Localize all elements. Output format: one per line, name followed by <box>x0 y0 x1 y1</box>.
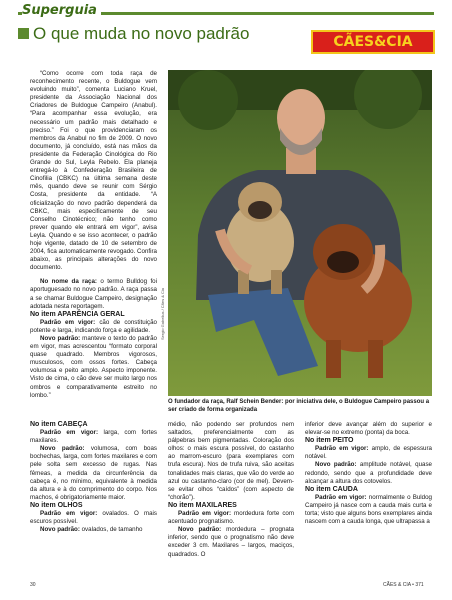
maxilares-vigor-text: mordedura forte com acentuado prognatismo. <box>168 510 295 526</box>
intro-paragraph: “Como ocorre com toda raça de reconhecimento recente, o Buldogue vem evoluindo muito”, comenta Luciano Kruel, presidente da Associação Nacional dos Criadores de Buldogue Campeiro (Anabul). “Para acompanhar essa evolução, era necessário um padrão mais detalhado e preciso.” Foi o que providenciaram os membros da Anabul no fim de 2009. O novo documento, já concluído, está nas mãos da presidente da Federação Cinológica do Rio Grande do Sul, Leyla Rebelo. Ela planeja entregá-lo à Confederação Brasileira de Cinofilia (CBKC) na última semana deste mês, quando deve se reunir com Sérgio Costa, presidente da entidade. “A oficialização do novo padrão dependerá da CBKC, mais especificamente de seu Conselho Cinotécnico; não tenho como prever quando ele entrará em vigor”, avisa Leyla. Quando e se isso acontecer, o padrão hoje vigente, datado de 10 de setembro de 2004, fica automaticamente revogado. Confira abaixo, as principais alterações do novo documento. <box>30 70 157 272</box>
maxilares-vigor-label: Padrão em vigor: <box>178 510 232 518</box>
peito-novo-label: Novo padrão: <box>315 461 357 469</box>
olhos-vigor-text: ovalados. O mais escuros possível. <box>30 510 158 526</box>
subhead-olhos: No item OLHOS <box>30 501 83 509</box>
cabeca-novo <box>30 445 157 502</box>
maxilares-vigor <box>168 510 294 526</box>
aparencia-novo-text: manteve o texto do padrão em vigor, mas acrescentou “formato corporal quase quadrado. Membros vigorosos, musculosos, com ossos fortes. Cabeça volumosa e peito amplo. Aspecto imponente. Visto de cima, o cão deve ser muito largo nos ombros e comparativamente estreito no lombo.” <box>30 335 157 399</box>
cabeca-vigor-text: larga, com fortes maxilares. <box>30 429 157 445</box>
breed-name-text: o termo Bulldog foi aportuguesado no novo padrão. A raça passa a se chamar Buldogue Campeiro, designação adotada nesta reportagem. <box>30 278 158 310</box>
aparencia-novo-label: Novo padrão: <box>40 335 81 342</box>
subhead-aparencia: No item APARÊNCIA GERAL <box>30 310 125 318</box>
aparencia-vigor-text: cão de constituição potente e larga, indicando força e agilidade. <box>30 318 157 334</box>
olhos-novo-label: Novo padrão: <box>40 526 80 534</box>
cabeca-vigor-label: Padrão em vigor: <box>40 429 99 437</box>
cabeca-vigor <box>30 429 157 445</box>
magazine-logo <box>311 30 435 54</box>
cabeca-novo-label: Novo padrão: <box>40 445 85 453</box>
peito-vigor <box>305 445 432 461</box>
section-title: Superguia <box>22 3 101 18</box>
olhos-vigor <box>30 510 157 526</box>
column-3 <box>305 421 432 526</box>
maxilares-continuation: inferior deve avançar além do superior e elevar-se no extremo (ponta) da boca. <box>305 421 432 437</box>
aparencia-novo <box>30 335 157 400</box>
maxilares-novo-text: mordedura – prognata inferior, sendo que o prognatismo não deve exceder 3 cm. Maxilares – largos, maciços, quadrados. O <box>168 526 294 558</box>
column-2 <box>168 421 294 559</box>
cauda-vigor-text: normalmente o Buldog Campeiro já nasce com a cauda mais curta e torta; visto que alguns bons exemplares ainda nascem com a cauda longa, que ultrapassa a <box>305 493 433 526</box>
subhead-peito: No item PEITO <box>305 437 354 445</box>
peito-novo-text: amplitude notável, quase redondo, sendo que a profundidade deve alcançar a altura dos cotovelos. <box>305 461 432 485</box>
page-number: 30 <box>30 582 36 588</box>
headline-text: O que muda no novo padrão <box>33 24 250 43</box>
breed-name-paragraph <box>30 278 157 310</box>
magazine-logo-text: CÃES&CIA <box>333 34 413 50</box>
subhead-cauda: No item CAUDA <box>305 485 358 493</box>
founder-with-dogs-illustration <box>168 70 432 396</box>
column-1-intro <box>30 70 157 400</box>
cauda-vigor-label: Padrão em vigor: <box>315 493 367 501</box>
headline-bullet-icon <box>18 28 29 39</box>
cabeca-novo-text: volumosa, com boas bochechas, larga, com fortes maxilares e com pele solta sem excesso de rugas. Nas fêmeas, a medida da circunferência da cabeça é, no mínimo, equivalente à medida da altura e à do comprimento do corpo. Nos machos, é obrigatoriamente maior. <box>30 445 157 501</box>
olhos-novo-text: ovalados, de tamanho <box>79 526 143 534</box>
article-headline <box>18 24 249 44</box>
peito-vigor-text: amplo, de espessura notável. <box>305 445 432 461</box>
olhos-vigor-label: Padrão em vigor: <box>40 510 98 518</box>
cauda-vigor <box>305 494 432 526</box>
photo-caption: O fundador da raça, Ralf Schein Bender: por iniciativa dele, o Buldogue Campeiro passou a ser criado de forma organizada <box>168 399 430 413</box>
olhos-continuation: médio, não podendo ser profundos nem saltados, preferencialmente com as pálpebras bem pigmentadas. Coloração dos olhos: o mais escura possível, do castanho ao marrom-escuro (para exemplares com trufa escura). Nos de trufa ruiva, são aceitas tonalidades mais claras, que vão do verde ao azul ou castanho-claro (cor de mel). Devem-se evitar olhos “caídos” (com aspecto de “chorão”). <box>168 421 294 501</box>
subhead-cabeca: No item CABEÇA <box>30 421 88 428</box>
maxilares-novo <box>168 526 294 558</box>
photo-credit: Sergio Gabellus / Cães & Cia <box>160 287 165 340</box>
breed-name-label: No nome da raça: <box>40 278 97 286</box>
maxilares-novo-label: Novo padrão: <box>178 526 222 534</box>
column-1-bottom <box>30 421 157 534</box>
peito-novo <box>305 461 432 485</box>
aparencia-vigor <box>30 319 157 335</box>
aparencia-vigor-label: Padrão em vigor: <box>40 318 96 326</box>
peito-vigor-label: Padrão em vigor: <box>315 445 369 453</box>
subhead-maxilares: No item MAXILARES <box>168 501 237 509</box>
olhos-novo <box>30 526 157 534</box>
founder-photo <box>168 70 432 396</box>
magazine-folio: CÃES & CIA • 371 <box>383 582 424 588</box>
